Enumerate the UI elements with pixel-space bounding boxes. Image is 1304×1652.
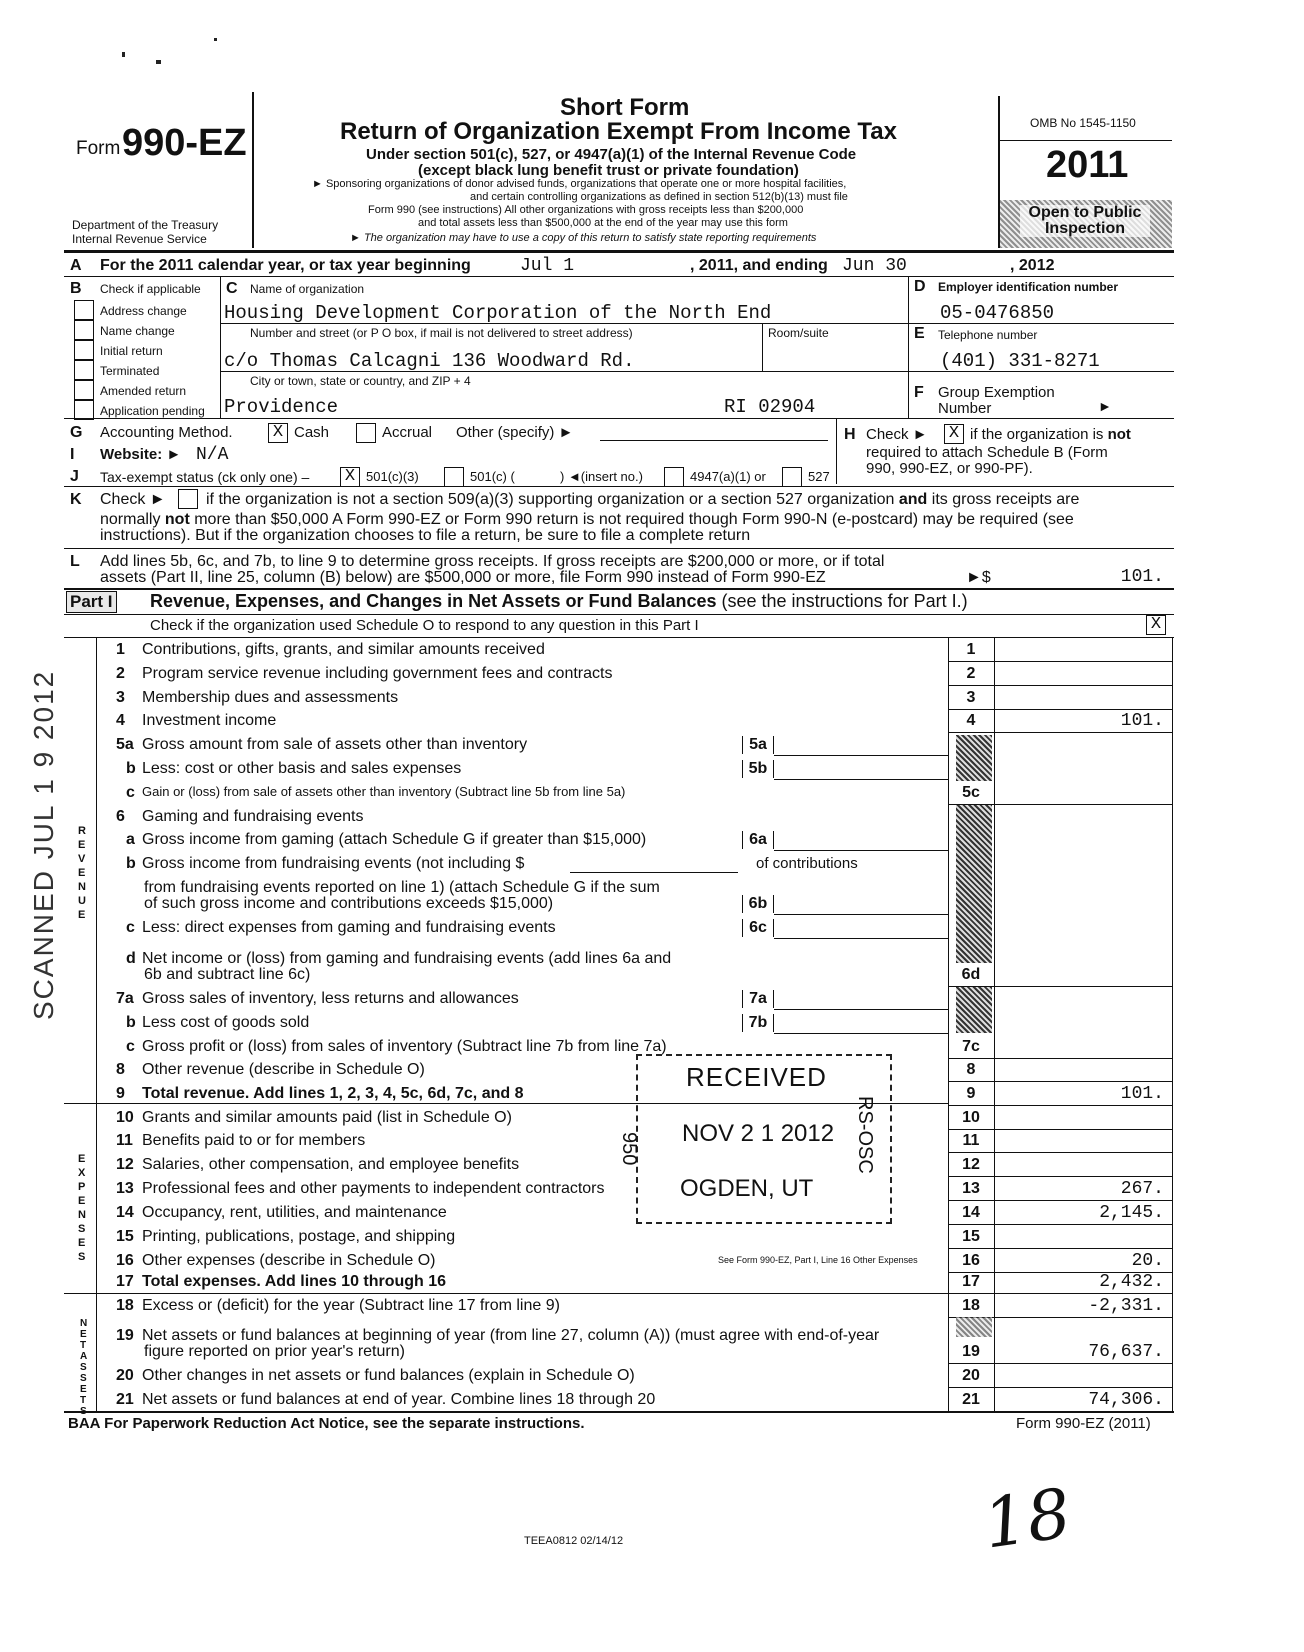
terminated-checkbox[interactable] xyxy=(74,360,94,380)
line-amount[interactable]: 101. xyxy=(1120,711,1164,731)
website-value[interactable]: N/A xyxy=(196,445,229,465)
line-ref: 21 xyxy=(962,1391,980,1408)
line-number: 3 xyxy=(116,689,125,706)
line-text: Other expenses (describe in Schedule O) xyxy=(142,1252,436,1269)
group-exemption-label: Group Exemption xyxy=(938,384,1055,401)
address-change-label: Address change xyxy=(100,304,187,318)
line-ref: 2 xyxy=(966,665,976,682)
line-l-text-1: Add lines 5b, 6c, and 7b, to line 9 to determine gross receipts. If gross receipts are $200,000 or more, or if total xyxy=(100,553,885,570)
row-rule xyxy=(948,709,1172,710)
accrual-label: Accrual xyxy=(382,424,433,441)
line-number: b xyxy=(126,855,136,872)
line-number: 18 xyxy=(116,1297,134,1314)
initial-return-checkbox[interactable] xyxy=(74,340,94,360)
row-rule xyxy=(948,685,1172,686)
tax-year: 2011 xyxy=(1046,144,1129,186)
shaded-cell-6abc xyxy=(956,805,992,963)
fundraising-contributions-field[interactable] xyxy=(570,872,738,873)
line-text: from fundraising events reported on line 1) (attach Schedule G if the sum xyxy=(144,879,660,896)
section-b-label: B xyxy=(70,280,82,297)
other-method-field[interactable] xyxy=(600,440,828,441)
line-text: Net assets or fund balances at beginning of year (from line 27, column (A)) (must agree with end-of-year xyxy=(142,1327,880,1344)
line-text: Gross income from gaming (attach Schedule G if greater than $15,000) xyxy=(142,831,647,848)
schedule-o-checkbox[interactable]: X xyxy=(1146,615,1166,635)
line-ref: 17 xyxy=(962,1273,980,1290)
line-number: 16 xyxy=(116,1252,134,1269)
line-text: of such gross income and contributions exceeds $15,000) xyxy=(144,895,554,912)
4947-label: 4947(a)(1) or xyxy=(690,469,766,484)
shaded-cell-19 xyxy=(956,1317,992,1337)
line-number: 5a xyxy=(116,736,134,753)
initial-return-label: Initial return xyxy=(100,344,163,358)
row-rule xyxy=(948,1105,1172,1106)
line-amount[interactable]: 267. xyxy=(1120,1179,1164,1199)
received-stamp-side: RS-OSC xyxy=(854,1096,876,1174)
line-h-not: not xyxy=(1107,426,1131,443)
line-ref: 14 xyxy=(962,1204,980,1221)
application-pending-checkbox[interactable] xyxy=(74,400,94,420)
amended-return-checkbox[interactable] xyxy=(74,380,94,400)
scan-speck xyxy=(214,38,217,41)
line-text: Professional fees and other payments to independent contractors xyxy=(142,1180,605,1197)
row-rule xyxy=(948,1152,1172,1153)
527-checkbox[interactable] xyxy=(782,467,802,487)
note-4: and total assets less than $500,000 at the end of the year may use this form xyxy=(418,217,788,229)
line-h-label: H xyxy=(844,426,856,443)
sub-line-ref: 6c xyxy=(742,919,774,937)
line-number: 10 xyxy=(116,1109,134,1126)
phone-value[interactable]: (401) 331-8271 xyxy=(940,350,1100,372)
terminated-label: Terminated xyxy=(100,364,160,378)
received-stamp-code: 950 xyxy=(618,1132,640,1166)
line-text: Gross sales of inventory, less returns and allowances xyxy=(142,990,519,1007)
line-number: c xyxy=(126,784,135,801)
row-rule xyxy=(948,732,1172,733)
line-text: Gross income from fundraising events (not including $ xyxy=(142,855,525,872)
line-number: 1 xyxy=(116,641,125,658)
line-text: Other revenue (describe in Schedule O) xyxy=(142,1061,425,1078)
name-change-checkbox[interactable] xyxy=(74,320,94,340)
line-text: Excess or (deficit) for the year (Subtract line 17 from line 9) xyxy=(142,1297,560,1314)
line-amount[interactable]: 20. xyxy=(1131,1251,1164,1271)
schedule-o-check-text: Check if the organization used Schedule O to respond to any question in this Part I xyxy=(150,617,699,634)
line-ref: 18 xyxy=(962,1297,980,1314)
gross-receipts-amount[interactable]: 101. xyxy=(1120,567,1164,587)
title-main: Return of Organization Exempt From Income Tax xyxy=(340,118,897,145)
dept-line1: Department of the Treasury xyxy=(72,218,219,232)
line-k-and: and xyxy=(898,491,928,508)
line-number: 8 xyxy=(116,1061,125,1078)
line-a-text: For the 2011 calendar year, or tax year beginning xyxy=(100,257,471,274)
line-number: c xyxy=(126,1038,135,1055)
sub-amount-field[interactable] xyxy=(774,757,948,780)
side-label-net-assets: NET ASSETS xyxy=(80,1318,88,1417)
open-to-public: Open to Public Inspection xyxy=(1020,205,1150,237)
website-label: Website: ► xyxy=(100,446,182,463)
address-change-checkbox[interactable] xyxy=(74,300,94,320)
line-16-note: See Form 990-EZ, Part I, Line 16 Other Expenses xyxy=(718,1255,918,1265)
line-ref: 11 xyxy=(962,1132,980,1149)
dept-line2: Internal Revenue Service xyxy=(72,232,207,246)
part-1-tag: Part I xyxy=(66,591,117,613)
sub-amount-field[interactable] xyxy=(774,987,948,1010)
line-number: 2 xyxy=(116,665,125,682)
state-zip[interactable]: RI 02904 xyxy=(724,396,816,418)
line-ref: 12 xyxy=(962,1156,980,1173)
527-label: 527 xyxy=(808,469,830,484)
line-text: Less cost of goods sold xyxy=(142,1014,310,1031)
cash-label: Cash xyxy=(294,424,330,441)
note-1: ► Sponsoring organizations of donor advised funds, organizations that operate one or more hospital facilities, xyxy=(312,178,847,190)
section-d-label: D xyxy=(914,278,926,295)
received-stamp-date: NOV 2 1 2012 xyxy=(682,1120,835,1147)
line-amount[interactable]: 2,432. xyxy=(1099,1272,1164,1292)
section-c-label: C xyxy=(226,280,238,297)
sub-line-ref: 7b xyxy=(742,1014,774,1032)
sub-line-ref: 6a xyxy=(742,831,774,849)
line-ref: 9 xyxy=(966,1085,976,1102)
group-exemption-number-label: Number xyxy=(938,400,992,417)
line-amount[interactable]: 74,306. xyxy=(1088,1390,1164,1410)
row-rule xyxy=(948,1058,1172,1059)
line-text: Less: cost or other basis and sales expenses xyxy=(142,760,462,777)
line-number: b xyxy=(126,760,136,777)
note-5: ► The organization may have to use a copy of this return to satisfy state reporting requirements xyxy=(350,232,817,244)
line-number: 17 xyxy=(116,1273,134,1290)
line-amount[interactable]: -2,331. xyxy=(1088,1296,1164,1316)
line-amount[interactable]: 2,145. xyxy=(1099,1203,1164,1223)
cash-checkbox[interactable]: X xyxy=(268,423,288,443)
line-text: figure reported on prior year's return) xyxy=(144,1343,405,1360)
line-number: a xyxy=(126,831,135,848)
line-number: 12 xyxy=(116,1156,134,1173)
insert-no-label: ) ◄(insert no.) xyxy=(560,469,643,484)
row-rule xyxy=(948,1200,1172,1201)
line-text: Program service revenue including government fees and contracts xyxy=(142,665,613,682)
row-rule xyxy=(948,1248,1172,1249)
line-l-label: L xyxy=(70,553,80,570)
501c-label: 501(c) ( xyxy=(470,469,515,484)
line-k-text-2c: more than $50,000 A Form 990-EZ or Form 990 return is not required though Form 990-N (e-postcard) may be required (see xyxy=(189,511,1074,528)
scan-speck xyxy=(156,60,161,64)
line-text: Net assets or fund balances at end of year. Combine lines 18 through 20 xyxy=(142,1391,656,1408)
line-text: Total expenses. Add lines 10 through 16 xyxy=(142,1273,447,1290)
line-ref: 19 xyxy=(962,1343,980,1360)
received-stamp-title: RECEIVED xyxy=(686,1062,827,1092)
line-number: 4 xyxy=(116,712,125,729)
line-a-mid: , 2011, and ending xyxy=(690,257,828,274)
city-label: City or town, state or country, and ZIP + 4 xyxy=(250,374,471,388)
part-1-title-note: (see the instructions for Part I.) xyxy=(716,591,968,611)
gross-receipts-arrow: ►$ xyxy=(966,569,991,586)
section-e-label: E xyxy=(914,325,925,342)
line-ref: 3 xyxy=(966,689,976,706)
title-short: Short Form xyxy=(560,94,690,121)
line-ref: 10 xyxy=(962,1109,980,1126)
subtitle-1: Under section 501(c), 527, or 4947(a)(1) of the Internal Revenue Code xyxy=(366,146,857,163)
street-address[interactable]: c/o Thomas Calcagni 136 Woodward Rd. xyxy=(224,350,635,372)
phone-label: Telephone number xyxy=(938,328,1038,342)
accrual-checkbox[interactable] xyxy=(356,423,376,443)
line-text: Other changes in net assets or fund balances (explain in Schedule O) xyxy=(142,1367,635,1384)
line-number: 19 xyxy=(116,1327,134,1344)
subtitle-2: (except black lung benefit trust or private foundation) xyxy=(418,162,799,179)
section-f-label: F xyxy=(914,384,924,401)
line-ref: 7c xyxy=(962,1038,980,1055)
form-number: 990-EZ xyxy=(122,122,247,164)
sub-line-ref: 5b xyxy=(742,760,774,778)
line-text: Salaries, other compensation, and employee benefits xyxy=(142,1156,520,1173)
accounting-method-label: Accounting Method. xyxy=(100,424,233,441)
line-l-text-2: assets (Part II, line 25, column (B) below) are $500,000 or more, file Form 990 instead of Form 990-EZ xyxy=(100,569,826,586)
row-rule xyxy=(948,1387,1172,1388)
side-label-expenses: EXPENSES xyxy=(78,1153,86,1263)
line-number: 9 xyxy=(116,1085,125,1102)
line-k-text-1: if the organization is not a section 509(a)(3) supporting organization or a section 527 organization xyxy=(206,491,899,508)
line-ref: 4 xyxy=(966,712,976,729)
name-change-label: Name change xyxy=(100,324,175,338)
line-k-text-2a: normally xyxy=(100,511,165,528)
509a3-checkbox[interactable] xyxy=(178,489,198,509)
sub-amount-field[interactable] xyxy=(774,1011,948,1034)
line-h-text-3: required to attach Schedule B (Form xyxy=(866,444,1108,461)
line-a-label: A xyxy=(70,257,82,274)
line-j-label: J xyxy=(70,468,79,485)
line-text: Occupancy, rent, utilities, and maintenance xyxy=(142,1204,447,1221)
line-text: Investment income xyxy=(142,712,277,729)
line-number: c xyxy=(126,919,135,936)
line-i-label: I xyxy=(70,446,75,463)
application-pending-label: Application pending xyxy=(100,404,205,418)
line-text: Total revenue. Add lines 1, 2, 3, 4, 5c, 6d, 7c, and 8 xyxy=(142,1085,524,1102)
501c3-checkbox[interactable]: X xyxy=(340,467,360,487)
org-name[interactable]: Housing Development Corporation of the North End xyxy=(224,302,772,324)
sub-line-ref: 6b xyxy=(742,895,774,913)
section-b-title: Check if applicable xyxy=(100,282,201,296)
line-number: b xyxy=(126,1014,136,1031)
501c-checkbox[interactable] xyxy=(444,467,464,487)
part-1-title: Revenue, Expenses, and Changes in Net Assets or Fund Balances xyxy=(150,591,717,611)
line-text: Net income or (loss) from gaming and fundraising events (add lines 6a and xyxy=(142,950,672,967)
line-ref: 20 xyxy=(962,1367,980,1384)
line-number: 11 xyxy=(116,1132,133,1149)
tax-year-begin: Jul 1 xyxy=(520,256,575,276)
other-method-label: Other (specify) ► xyxy=(456,424,574,441)
line-text: Gross amount from sale of assets other than inventory xyxy=(142,736,528,753)
tax-exempt-status-label: Tax-exempt status (ck only one) – xyxy=(100,469,310,485)
sub-amount-field[interactable] xyxy=(774,892,948,915)
sub-amount-field[interactable] xyxy=(774,733,948,756)
handwritten-page-number: 18 xyxy=(978,1474,1076,1565)
org-name-label: Name of organization xyxy=(250,282,365,296)
group-exemption-arrow: ► xyxy=(1098,398,1112,414)
line-number: d xyxy=(126,950,136,967)
sub-amount-field[interactable] xyxy=(774,828,948,851)
contributions-label: of contributions xyxy=(756,855,858,872)
line-text: Benefits paid to or for members xyxy=(142,1132,366,1149)
scanned-stamp: SCANNED JUL 1 9 2012 xyxy=(28,669,59,1020)
line-ref: 16 xyxy=(962,1252,980,1269)
line-text: 6b and subtract line 6c) xyxy=(144,966,311,983)
line-k-text-1b: its gross receipts are xyxy=(927,491,1080,508)
row-rule xyxy=(948,1129,1172,1130)
amended-return-label: Amended return xyxy=(100,384,187,398)
row-rule xyxy=(948,1363,1172,1364)
city[interactable]: Providence xyxy=(224,396,339,418)
line-number: 13 xyxy=(116,1180,134,1197)
line-k-label: K xyxy=(70,491,82,508)
line-number: 21 xyxy=(116,1391,134,1408)
room-suite-label: Room/suite xyxy=(768,326,829,340)
line-number: 20 xyxy=(116,1367,134,1384)
line-text: Less: direct expenses from gaming and fundraising events xyxy=(142,919,556,936)
line-ref: 8 xyxy=(966,1061,976,1078)
line-text: Contributions, gifts, grants, and similar amounts received xyxy=(142,641,545,658)
line-h-text: if the organization is xyxy=(970,426,1108,443)
line-ref: 1 xyxy=(966,641,976,658)
line-number: 14 xyxy=(116,1204,134,1221)
shaded-cell-5ab xyxy=(956,735,992,781)
form-word: Form xyxy=(76,138,121,159)
line-h-check: Check ► xyxy=(866,426,928,443)
line-ref: 15 xyxy=(962,1228,980,1245)
omb-number: OMB No 1545-1150 xyxy=(1030,116,1136,130)
shaded-cell-7ab xyxy=(956,987,992,1033)
line-number: 6 xyxy=(116,808,125,825)
row-rule xyxy=(948,1081,1172,1082)
line-text: Gross profit or (loss) from sales of inventory (Subtract line 7b from line 7a) xyxy=(142,1038,667,1055)
line-h-text-4: 990, 990-EZ, or 990-PF). xyxy=(866,460,1033,477)
line-amount[interactable]: 76,637. xyxy=(1088,1342,1164,1362)
line-ref: 5c xyxy=(962,784,980,801)
line-amount[interactable]: 101. xyxy=(1120,1084,1164,1104)
line-ref: 13 xyxy=(962,1180,980,1197)
row-rule xyxy=(948,661,1172,662)
received-stamp-city: OGDEN, UT xyxy=(680,1175,814,1202)
row-rule xyxy=(948,1176,1172,1177)
row-rule xyxy=(948,1293,1172,1294)
ein-value[interactable]: 05-0476850 xyxy=(940,302,1055,324)
line-number: 7a xyxy=(116,990,134,1007)
ein-label: Employer identification number xyxy=(938,280,1119,294)
line-text: Grants and similar amounts paid (list in Schedule O) xyxy=(142,1109,512,1126)
4947-checkbox[interactable] xyxy=(664,467,684,487)
row-rule xyxy=(948,1224,1172,1225)
side-label-revenue: REVENUE xyxy=(78,825,86,921)
scan-speck xyxy=(122,52,125,57)
tax-year-end: Jun 30 xyxy=(842,256,907,276)
line-text: Gain or (loss) from sale of assets other than inventory (Subtract line 5b from line 5a) xyxy=(142,784,626,799)
sub-amount-field[interactable] xyxy=(774,916,948,939)
note-2: and certain controlling organizations as defined in section 512(b)(13) must file xyxy=(470,191,848,203)
note-3: Form 990 (see instructions) All other organizations with gross receipts less than $200,000 xyxy=(368,204,804,216)
line-g-label: G xyxy=(70,424,83,441)
line-text: Gaming and fundraising events xyxy=(142,808,364,825)
line-k-text-3: instructions). But if the organization chooses to file a return, be sure to file a complete return xyxy=(100,527,751,544)
street-label: Number and street (or P O box, if mail is not delivered to street address) xyxy=(250,326,633,340)
sub-line-ref: 5a xyxy=(742,736,774,754)
line-a-end-year: , 2012 xyxy=(1010,257,1055,274)
line-text: Membership dues and assessments xyxy=(142,689,399,706)
line-k-check: Check ► xyxy=(100,491,166,508)
line-k-not: not xyxy=(164,511,190,528)
form-reference: Form 990-EZ (2011) xyxy=(1016,1415,1151,1432)
501c3-label: 501(c)(3) xyxy=(366,469,419,484)
sub-line-ref: 7a xyxy=(742,990,774,1008)
line-number: 15 xyxy=(116,1228,134,1245)
baa-notice: BAA For Paperwork Reduction Act Notice, see the separate instructions. xyxy=(68,1415,585,1432)
line-ref: 6d xyxy=(961,966,981,983)
form-code: TEEA0812 02/14/12 xyxy=(524,1535,624,1547)
line-text: Printing, publications, postage, and shipping xyxy=(142,1228,456,1245)
schedule-b-checkbox[interactable]: X xyxy=(944,424,964,444)
